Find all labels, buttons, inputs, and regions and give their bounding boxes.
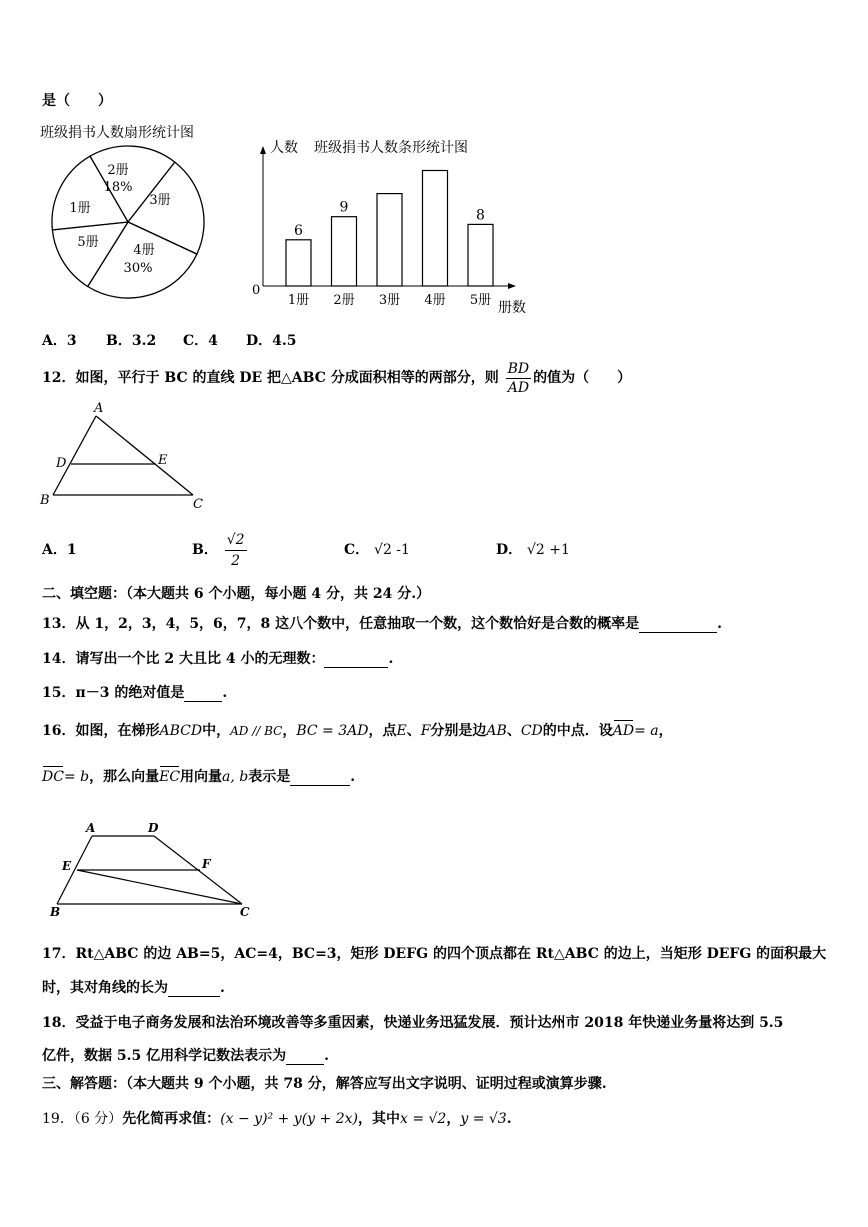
q12-label-b: B <box>40 493 50 508</box>
q13-text: 13．从 1，2，3，4，5，6，7，8 这八个数中，任意抽取一个数，这个数恰好是合数的概率是 <box>42 616 640 632</box>
q16-vectors-ab: a, b <box>222 769 249 785</box>
q16-label-f: F <box>202 857 211 871</box>
q16-eq-b: = b <box>63 769 90 785</box>
q12-option-b <box>192 528 249 572</box>
q12-option-d-value: √2 +1 <box>527 542 570 558</box>
q12-option-b-label: B． <box>192 542 218 558</box>
bar-chart-title: 班级捐书人数条形统计图 <box>314 140 468 156</box>
q11-option-b: B．3.2 <box>106 333 157 349</box>
q16-line-1 <box>42 722 673 740</box>
q16-p8: 的中点．设 <box>542 723 613 739</box>
q16-p7: 、 <box>506 723 521 739</box>
q12-option-b-num: √2 <box>225 530 247 551</box>
bar-chart-xlabel: 册数 <box>498 300 526 316</box>
pie-label-2ce-percent: 18% <box>103 180 133 195</box>
q16-f: F <box>420 723 431 739</box>
bar-5 <box>468 224 493 286</box>
q17-line-2 <box>42 979 225 997</box>
q16-p3: ， <box>282 723 297 739</box>
q12-label-e: E <box>158 453 168 468</box>
q17-period: . <box>220 980 225 996</box>
q19-score: （6 分） <box>73 1111 123 1127</box>
q17-line-1: 17．Rt△ABC 的边 AB=5，AC=4，BC=3，矩形 DEFG 的四个顶点都在 Rt△ABC 的边上，当矩形 DEFG 的面积最大 <box>42 946 827 962</box>
q16-p11: 用向量 <box>180 769 223 785</box>
q12-option-d-label: D． <box>496 542 523 558</box>
q17-answer-blank[interactable] <box>168 982 220 997</box>
q12-option-b-fraction <box>225 530 247 571</box>
q19-number: 19． <box>42 1111 74 1127</box>
q16-bc-eq: BC = 3AD <box>296 723 369 739</box>
q12-label-c: C <box>193 497 203 512</box>
bar-value-label-5: 8 <box>476 207 485 224</box>
q12-option-b-den: 2 <box>231 552 241 569</box>
q15-answer-blank[interactable] <box>184 687 222 702</box>
q16-p1: 如图，在梯形 <box>75 723 160 739</box>
q16-number: 16． <box>42 723 76 739</box>
q19-expression: (x − y)² + y(y + 2x) <box>220 1111 358 1127</box>
bar-4 <box>423 171 448 287</box>
q12-label-d: D <box>56 456 67 471</box>
q19-sep: ， <box>446 1111 461 1127</box>
q16-p5: 、 <box>406 723 421 739</box>
q12-option-c-value: √2 -1 <box>374 542 410 558</box>
bar-chart-origin: 0 <box>252 283 261 298</box>
q16-label-c: C <box>240 905 250 919</box>
q12-triangle-figure <box>38 400 208 510</box>
q19-y-value: y = √3 <box>460 1111 507 1127</box>
pie-label-4ce: 4册 <box>133 243 155 258</box>
q12-option-d <box>496 541 570 559</box>
q12-frac-num: BD <box>507 360 530 377</box>
q16-period: . <box>350 769 356 785</box>
q18-text: 亿件，数据 5.5 亿用科学记数法表示为 <box>42 1048 287 1064</box>
q15-period: . <box>222 685 228 701</box>
q16-trapezoid-figure <box>44 820 264 920</box>
bar-value-label-2: 9 <box>339 199 349 216</box>
q19-mid: ，其中 <box>357 1111 400 1127</box>
bar-chart-y-arrow <box>260 146 266 154</box>
q16-label-d: D <box>148 821 159 835</box>
q18-answer-blank[interactable] <box>286 1050 324 1065</box>
q11-question-tail: 是（ ） <box>42 93 112 109</box>
q12-label-a: A <box>94 401 104 416</box>
q13-period: . <box>717 616 723 632</box>
section-2-heading: 二、填空题：（本大题共 6 个小题，每小题 4 分，共 24 分.） <box>42 586 431 602</box>
bar-chart <box>248 136 538 316</box>
q12-option-a: A．1 <box>42 542 77 558</box>
q16-vector-ec: EC <box>159 769 181 785</box>
q12-fraction <box>506 360 532 397</box>
bar-category-label-4: 4册 <box>424 293 446 308</box>
q19-x-value: x = √2 <box>399 1111 447 1127</box>
q11-option-a: A．3 <box>42 333 77 349</box>
q17-text: 时，其对角线的长为 <box>42 980 168 996</box>
q16-vector-ad: AD <box>612 723 635 739</box>
bar-chart-x-arrow <box>508 283 516 289</box>
q16-label-b: B <box>50 905 61 919</box>
q16-p12: 表示是 <box>248 769 291 785</box>
q16-answer-blank[interactable] <box>290 771 350 786</box>
q18-period: . <box>324 1048 329 1064</box>
pie-label-1ce: 1册 <box>69 201 91 216</box>
q12-option-c-label: C． <box>344 542 370 558</box>
bar-2 <box>332 217 357 286</box>
bar-value-label-1: 6 <box>294 222 303 239</box>
q12-text-a: 如图，平行于 BC 的直线 DE 把△ABC 分成面积相等的两部分，则 <box>75 370 499 386</box>
q16-eq-a: = a <box>634 723 659 739</box>
q16-parallel: AD // BC <box>230 724 283 738</box>
q13 <box>42 615 722 633</box>
q14-text: 14．请写出一个比 2 大且比 4 小的无理数： <box>42 651 325 667</box>
q12-option-c <box>344 541 410 559</box>
bar-category-label-1: 1册 <box>287 293 310 308</box>
q19-text: 先化简再求值： <box>122 1111 221 1127</box>
q16-cd: CD <box>520 723 543 739</box>
q16-p9: ， <box>658 723 673 739</box>
q14-period: . <box>388 651 394 667</box>
q19 <box>42 1110 512 1128</box>
q16-line-2 <box>42 768 355 786</box>
q13-answer-blank[interactable] <box>639 618 717 633</box>
q12-text-b: 的值为（ ） <box>533 370 632 386</box>
bar-3 <box>377 194 402 286</box>
q11-option-c: C．4 <box>183 333 218 349</box>
pie-label-5ce: 5册 <box>77 235 99 250</box>
q16-p2: 中， <box>202 723 231 739</box>
q11-option-d: D．4.5 <box>246 333 297 349</box>
pie-chart <box>48 142 208 302</box>
q12-frac-den: AD <box>507 379 530 396</box>
q16-p10: ，那么向量 <box>89 769 160 785</box>
pie-label-3ce: 3册 <box>149 193 171 208</box>
bar-category-label-2: 2册 <box>333 293 355 308</box>
q16-ab: AB <box>486 723 507 739</box>
q16-label-e: E <box>62 859 72 873</box>
bar-category-label-5: 5册 <box>469 293 492 308</box>
q16-abcd: ABCD <box>159 723 203 739</box>
q12-stem <box>42 358 631 398</box>
q12-number: 12． <box>42 370 76 386</box>
pie-chart-title: 班级捐书人数扇形统计图 <box>40 125 194 141</box>
q16-label-a: A <box>86 821 96 835</box>
q15-text: 15．π－3 的绝对值是 <box>42 685 185 701</box>
bar-1 <box>286 240 311 286</box>
q18-line-2 <box>42 1047 329 1065</box>
pie-label-4ce-percent: 30% <box>123 261 153 276</box>
bar-chart-ylabel: 人数 <box>270 140 298 156</box>
q16-vector-dc: DC <box>42 769 64 785</box>
q16-p4: ，点 <box>368 723 397 739</box>
q16-e: E <box>396 723 407 739</box>
q15 <box>42 684 227 702</box>
bar-category-label-3: 3册 <box>378 293 401 308</box>
q18-line-1: 18．受益于电子商务发展和法治环境改善等多重因素，快递业务迅猛发展．预计达州市 2018 年快递业务量将达到 5.5 <box>42 1015 784 1031</box>
q16-p6: 分别是边 <box>430 723 487 739</box>
q14 <box>42 650 393 668</box>
section-3-heading: 三、解答题：（本大题共 9 个小题，共 78 分，解答应写出文字说明、证明过程或演算步骤. <box>42 1076 607 1092</box>
q19-end: . <box>506 1111 512 1127</box>
q14-answer-blank[interactable] <box>324 653 388 668</box>
pie-label-2ce: 2册 <box>107 163 129 178</box>
